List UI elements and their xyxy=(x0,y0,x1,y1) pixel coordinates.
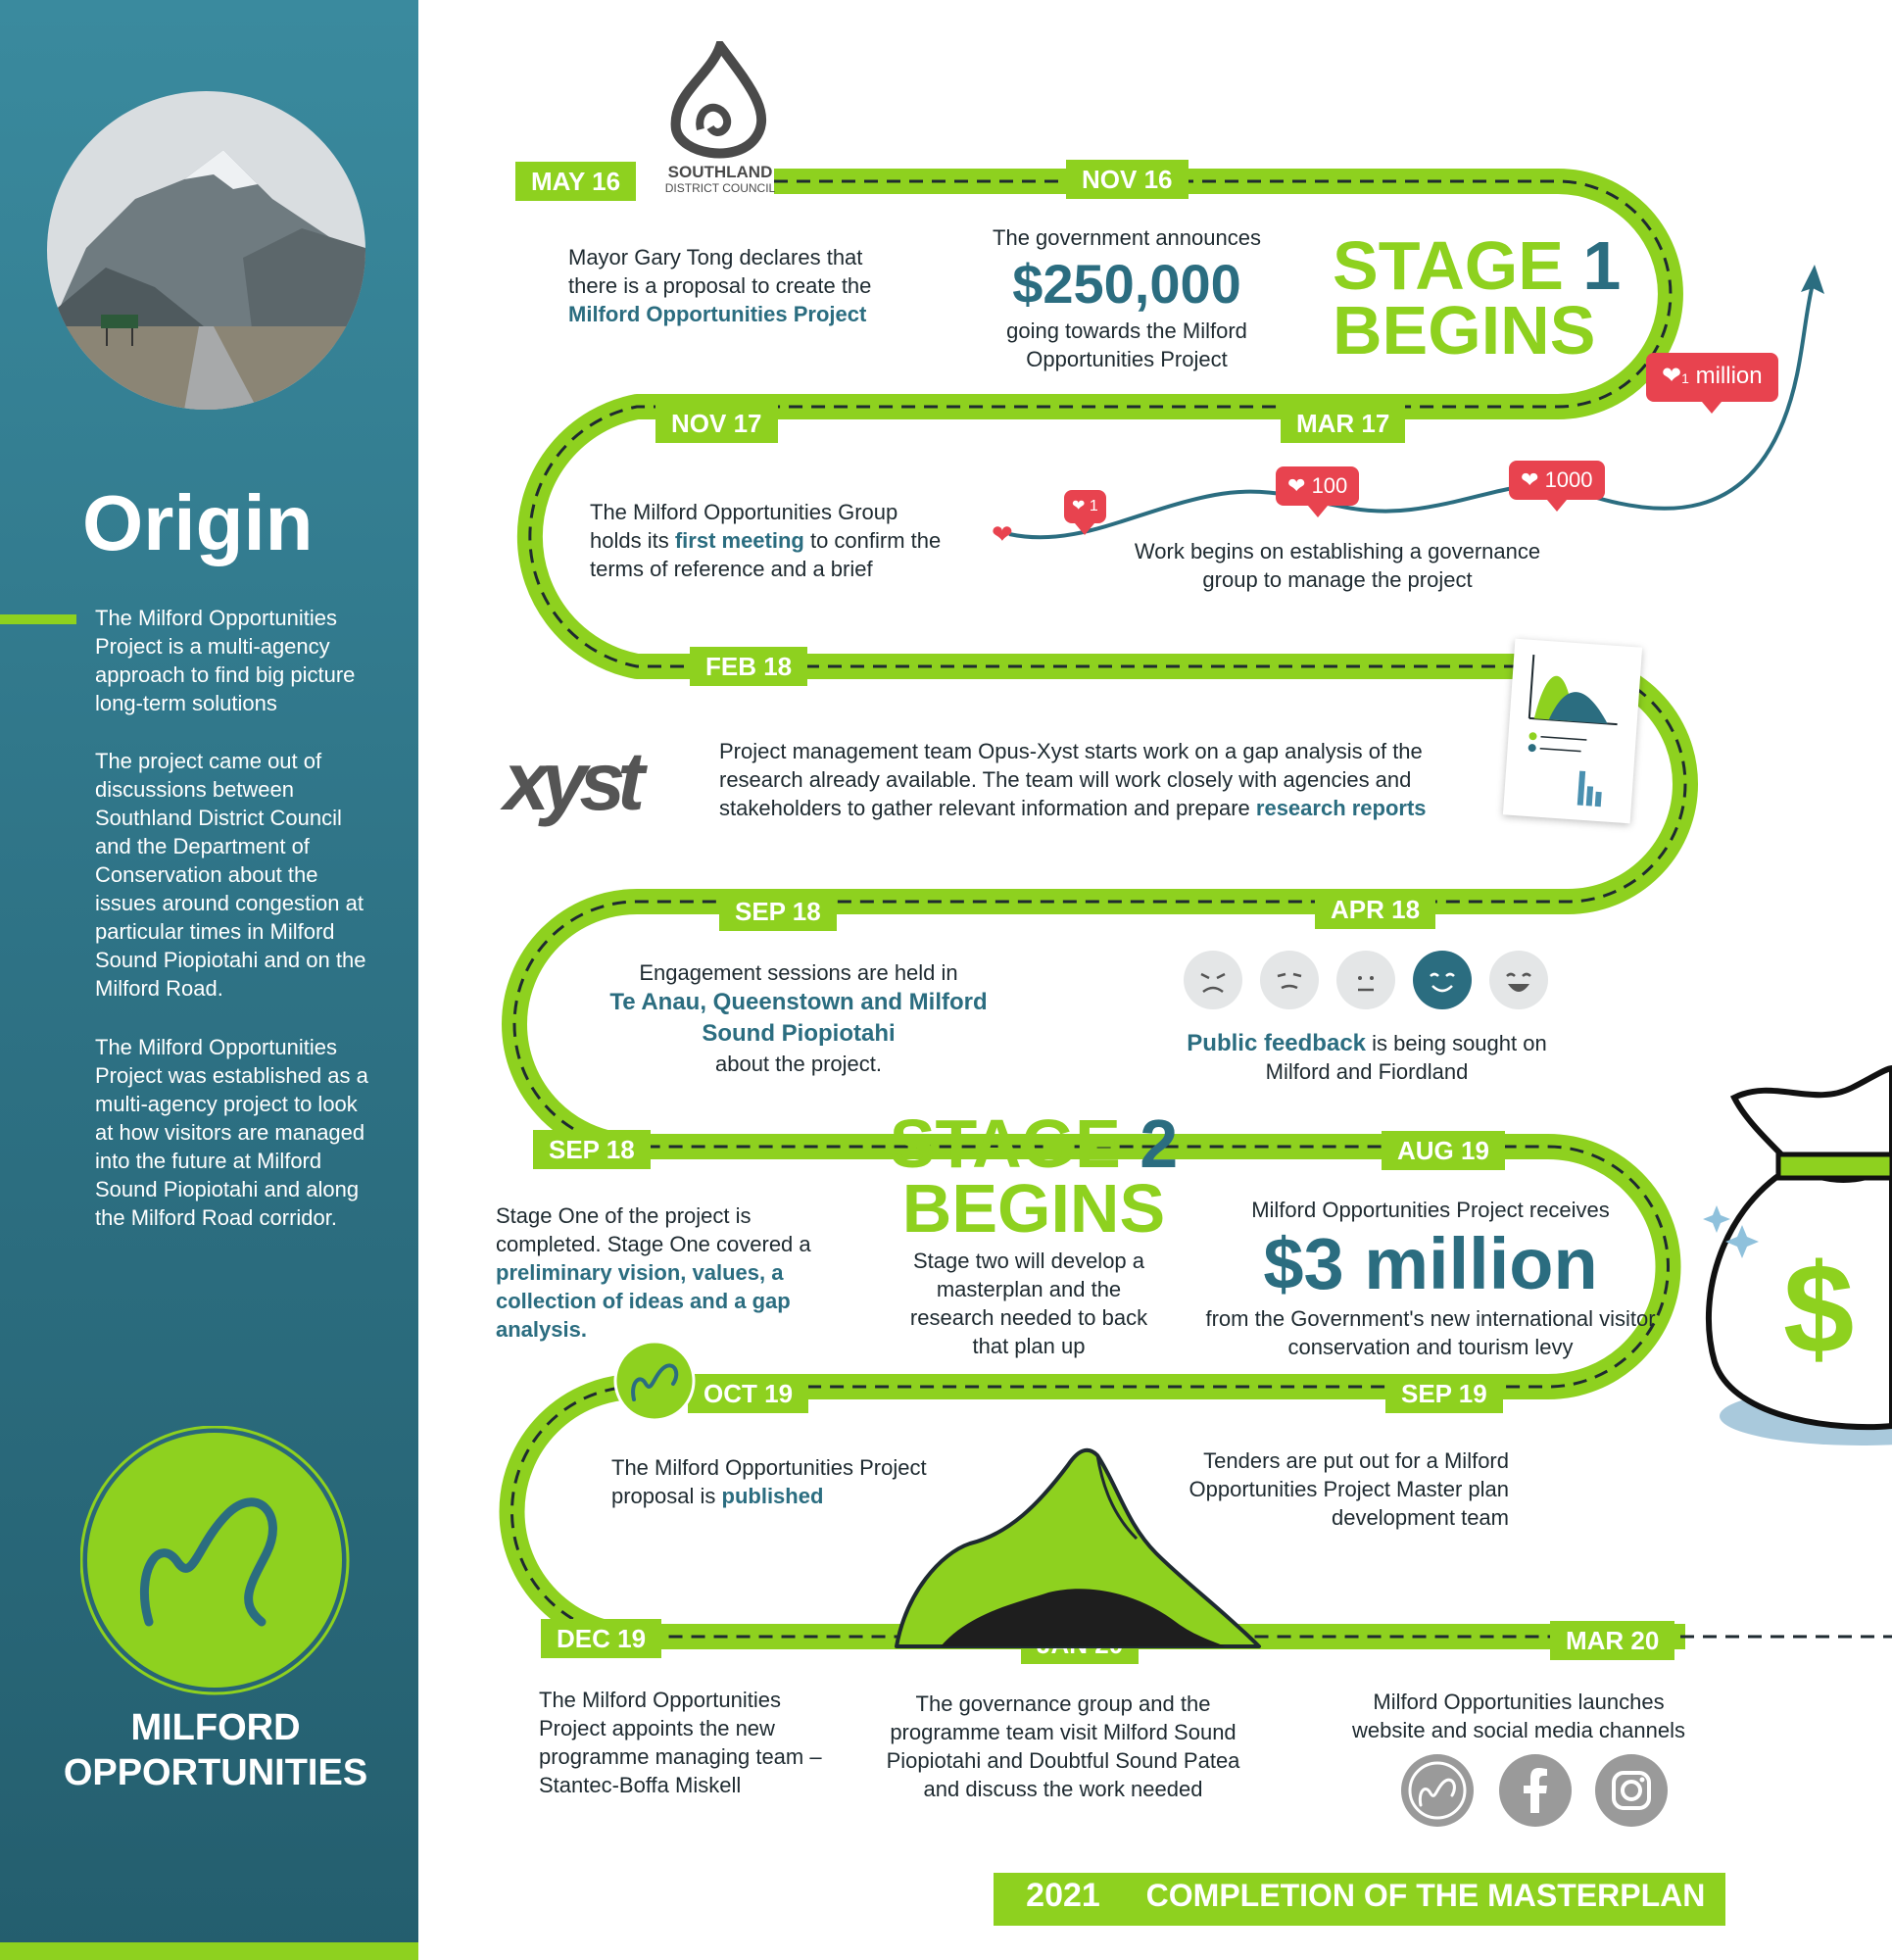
event-aug19-amount: $3 million xyxy=(1263,1223,1598,1304)
event-apr18-text: is being sought on Milford and Fiordland xyxy=(1265,1031,1547,1084)
badge-1-count: 1 xyxy=(1089,498,1098,514)
happy-face-icon xyxy=(1413,951,1472,1009)
date-mar20: MAR 20 xyxy=(1550,1621,1674,1660)
milford-social-icon[interactable] xyxy=(1401,1754,1474,1827)
event-sep18b-text: Stage One of the project is completed. Stage One covered a xyxy=(496,1203,811,1256)
date-aug19: AUG 19 xyxy=(1382,1131,1505,1170)
event-sep18a-highlight: Te Anau, Queenstown and Milford Sound Piopiotahi xyxy=(609,989,988,1047)
report-chart-icon xyxy=(1503,639,1642,824)
facebook-icon[interactable] xyxy=(1499,1754,1572,1827)
event-sep18a-post: about the project. xyxy=(714,1052,882,1076)
date-may16: MAY 16 xyxy=(515,162,636,201)
badge-million xyxy=(1646,353,1778,402)
badge-100 xyxy=(1276,466,1359,506)
event-aug19-post: from the Government's new international visitor conservation and tourism levy xyxy=(1205,1306,1656,1359)
money-bag-icon xyxy=(1695,1039,1892,1450)
event-aug19 xyxy=(1205,1196,1656,1361)
stage1-word: STAGE xyxy=(1333,227,1564,304)
origin-paragraph-2: The project came out of discussions between Southland District Council and the Department of Conservation about the issues around congestion at particular times in Milford Sound Piopiotahi and on the Milford Road. xyxy=(95,749,366,1001)
event-oct19-highlight: published xyxy=(721,1484,824,1508)
event-feb18-highlight: research reports xyxy=(1255,796,1427,820)
date-dec19: DEC 19 xyxy=(541,1619,661,1658)
date-apr18: APR 18 xyxy=(1315,890,1435,929)
event-nov17-post: to confirm the terms of reference and a brief xyxy=(590,528,942,581)
stage2-description: Stage two will develop a masterplan and the research needed to back that plan up xyxy=(909,1249,1148,1358)
event-nov16 xyxy=(980,223,1274,373)
badge-1000-count: 1000 xyxy=(1544,467,1593,492)
badge-1000 xyxy=(1509,461,1605,500)
event-sep18a-pre: Engagement sessions are held in xyxy=(639,960,958,985)
event-feb18 xyxy=(719,737,1493,822)
event-nov16-pre: The government announces xyxy=(993,225,1261,250)
event-may16 xyxy=(568,243,901,328)
event-jan20: The governance group and the programme team visit Milford Sound Piopiotahi and Doubtful Sound Patea and discuss the work needed xyxy=(886,1691,1240,1801)
event-oct19-text: The Milford Opportunities Project proposal is xyxy=(611,1455,927,1508)
event-nov17-highlight: first meeting xyxy=(674,528,804,553)
wordmark-line-2: OPPORTUNITIES xyxy=(63,1752,368,1793)
event-nov17-pre: The Milford Opportunities Group holds its xyxy=(590,500,898,553)
unhappy-face-icon xyxy=(1260,951,1319,1009)
stage1-heading xyxy=(1333,227,1622,368)
event-nov16-amount: $250,000 xyxy=(1012,253,1241,315)
origin-paragraph-3: The Milford Opportunities Project was established as a multi-agency project to look at how visitors are managed into the future at Milford Sound Piopiotahi and along the Milford Road corridor. xyxy=(95,1035,368,1230)
council-subname: DISTRICT COUNCIL xyxy=(664,181,776,195)
event-sep18-b xyxy=(496,1201,839,1344)
event-aug19-pre: Milford Opportunities Project receives xyxy=(1251,1198,1610,1222)
origin-title: Origin xyxy=(82,479,314,566)
final-milestone: COMPLETION OF THE MASTERPLAN xyxy=(1126,1873,1725,1926)
date-nov17: NOV 17 xyxy=(655,404,778,443)
event-sep18-a xyxy=(607,958,990,1078)
event-sep19: Tenders are put out for a Milford Opportunities Project Master plan development team xyxy=(1189,1448,1509,1530)
southland-council-logo xyxy=(656,41,784,208)
event-nov17 xyxy=(590,498,943,583)
badge-million-label: million xyxy=(1695,363,1763,389)
instagram-icon[interactable] xyxy=(1595,1754,1668,1827)
heart-icon: ❤ xyxy=(1072,498,1086,514)
event-oct19 xyxy=(611,1453,935,1510)
event-nov16-post: going towards the Milford Opportunities Project xyxy=(1006,318,1247,371)
date-nov16: NOV 16 xyxy=(1066,160,1189,199)
heart-icon: ❤ xyxy=(1521,467,1539,492)
svg-text:$: $ xyxy=(1783,1237,1855,1380)
date-mar17: MAR 17 xyxy=(1281,404,1405,443)
stage2-number: 2 xyxy=(1140,1105,1179,1182)
stage1-begins: BEGINS xyxy=(1333,292,1596,368)
badge-1 xyxy=(1064,490,1106,523)
date-sep19: SEP 19 xyxy=(1385,1374,1503,1413)
date-feb18: FEB 18 xyxy=(690,647,807,686)
event-dec19: The Milford Opportunities Project appoints the new programme managing team – Stantec-Boffa Miskell xyxy=(539,1688,822,1797)
badge-million-num: 1 xyxy=(1681,370,1689,386)
stage1-number: 1 xyxy=(1582,227,1622,304)
event-may16-text: Mayor Gary Tong declares that there is a proposal to create the xyxy=(568,245,872,298)
date-oct19: OCT 19 xyxy=(688,1374,808,1413)
date-sep18-a: SEP 18 xyxy=(719,892,837,931)
event-feb18-text: Project management team Opus-Xyst starts work on a gap analysis of the research already available. The team will work closely with agencies and stakeholders to gather relevant information and prepare xyxy=(719,739,1423,820)
milford-badge-icon xyxy=(612,1339,697,1423)
event-mar20: Milford Opportunities launches website and social media channels xyxy=(1352,1690,1685,1742)
heart-icon: ❤ xyxy=(1662,363,1682,389)
stage2-word: STAGE xyxy=(889,1105,1121,1182)
event-apr18 xyxy=(1186,1029,1548,1086)
stage2-begins: BEGINS xyxy=(901,1170,1166,1247)
very-happy-face-icon xyxy=(1489,951,1548,1009)
event-may16-highlight: Milford Opportunities Project xyxy=(568,302,867,326)
mountain-icon xyxy=(892,1446,1264,1656)
event-apr18-highlight: Public feedback xyxy=(1187,1030,1367,1056)
final-year: 2021 xyxy=(994,1873,1133,1926)
wordmark-line-1: MILFORD xyxy=(130,1707,301,1748)
date-sep18-b: SEP 18 xyxy=(533,1130,651,1169)
council-name: SOUTHLAND xyxy=(667,163,773,181)
badge-100-count: 100 xyxy=(1311,473,1348,498)
neutral-face-icon xyxy=(1336,951,1395,1009)
origin-paragraph-1: The Milford Opportunities Project is a multi-agency approach to find big picture long-term solutions xyxy=(95,606,356,715)
heart-icon: ❤ xyxy=(992,519,1013,549)
xyst-logo: xyst xyxy=(504,735,638,827)
heart-icon: ❤ xyxy=(1287,473,1306,498)
event-mar17: Work begins on establishing a governance group to manage the project xyxy=(1134,539,1541,592)
very-unhappy-face-icon xyxy=(1184,951,1242,1009)
stage2-heading xyxy=(882,1105,1186,1247)
event-sep18b-highlight: preliminary vision, values, a collection of ideas and a gap analysis. xyxy=(496,1260,791,1342)
